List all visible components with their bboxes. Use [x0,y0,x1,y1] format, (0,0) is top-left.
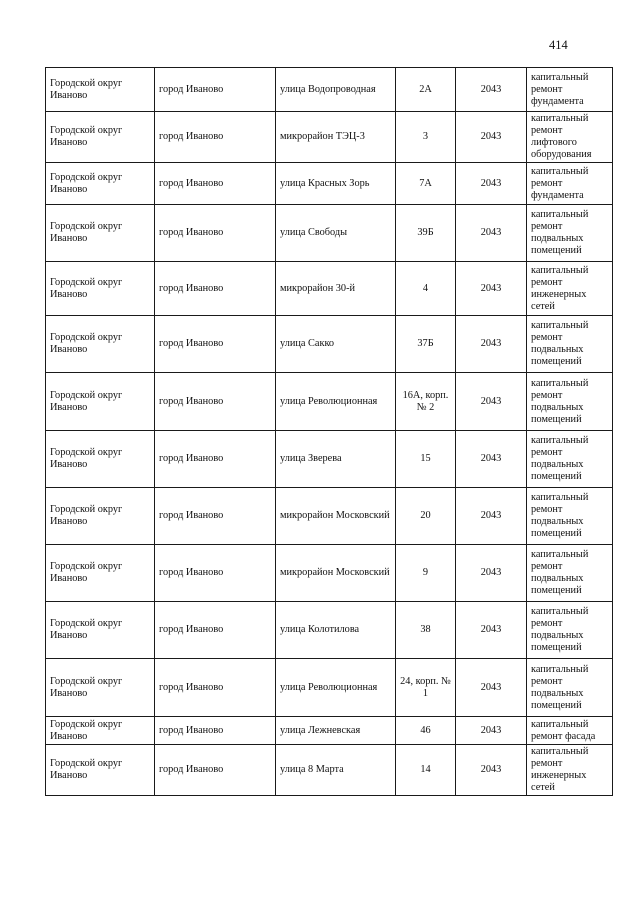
street-cell: улица Лежневская [276,717,396,745]
table-row [46,431,613,488]
district-cell: Городской округ Иваново [46,545,155,602]
table-row [46,112,613,163]
district-cell: Городской округ Иваново [46,659,155,717]
street-cell: улица Революционная [276,659,396,717]
table-row [46,545,613,602]
city-cell: город Иваново [155,659,276,717]
district-cell: Городской округ Иваново [46,745,155,796]
year-cell: 2043 [456,745,527,796]
city-cell: город Иваново [155,112,276,163]
work-type-cell: капитальный ремонт лифтового оборудования [527,112,613,163]
city-cell: город Иваново [155,205,276,262]
district-cell: Городской округ Иваново [46,717,155,745]
house-cell: 7А [396,163,456,205]
table-row [46,745,613,796]
house-cell: 38 [396,602,456,659]
year-cell: 2043 [456,316,527,373]
table-row [46,602,613,659]
house-cell: 15 [396,431,456,488]
street-cell: микрорайон Московский [276,545,396,602]
year-cell: 2043 [456,602,527,659]
street-cell: микрорайон ТЭЦ-3 [276,112,396,163]
district-cell: Городской округ Иваново [46,373,155,431]
street-cell: улица Красных Зорь [276,163,396,205]
work-type-cell: капитальный ремонт фундамента [527,163,613,205]
year-cell: 2043 [456,163,527,205]
house-cell: 14 [396,745,456,796]
city-cell: город Иваново [155,373,276,431]
city-cell: город Иваново [155,717,276,745]
city-cell: город Иваново [155,431,276,488]
city-cell: город Иваново [155,163,276,205]
year-cell: 2043 [456,431,527,488]
table-row [46,205,613,262]
work-type-cell: капитальный ремонт подвальных помещений [527,659,613,717]
house-cell: 4 [396,262,456,316]
street-cell: улица Водопроводная [276,68,396,112]
house-cell: 37Б [396,316,456,373]
district-cell: Городской округ Иваново [46,602,155,659]
city-cell: город Иваново [155,68,276,112]
work-type-cell: капитальный ремонт подвальных помещений [527,545,613,602]
city-cell: город Иваново [155,316,276,373]
page-number: 414 [549,38,568,52]
street-cell: микрорайон Московский [276,488,396,545]
repair-schedule-table [45,67,613,796]
street-cell: улица Колотилова [276,602,396,659]
year-cell: 2043 [456,68,527,112]
street-cell: улица Сакко [276,316,396,373]
work-type-cell: капитальный ремонт инженерных сетей [527,262,613,316]
work-type-cell: капитальный ремонт подвальных помещений [527,205,613,262]
work-type-cell: капитальный ремонт фасада [527,717,613,745]
year-cell: 2043 [456,545,527,602]
district-cell: Городской округ Иваново [46,316,155,373]
city-cell: город Иваново [155,602,276,659]
table-row [46,262,613,316]
city-cell: город Иваново [155,745,276,796]
district-cell: Городской округ Иваново [46,112,155,163]
street-cell: улица Революционная [276,373,396,431]
street-cell: улица Свободы [276,205,396,262]
year-cell: 2043 [456,112,527,163]
year-cell: 2043 [456,488,527,545]
city-cell: город Иваново [155,545,276,602]
house-cell: 16А, корп. № 2 [396,373,456,431]
district-cell: Городской округ Иваново [46,262,155,316]
work-type-cell: капитальный ремонт фундамента [527,68,613,112]
house-cell: 20 [396,488,456,545]
year-cell: 2043 [456,659,527,717]
table-row [46,488,613,545]
year-cell: 2043 [456,205,527,262]
work-type-cell: капитальный ремонт подвальных помещений [527,602,613,659]
house-cell: 46 [396,717,456,745]
year-cell: 2043 [456,262,527,316]
table-row [46,659,613,717]
table-row [46,373,613,431]
work-type-cell: капитальный ремонт подвальных помещений [527,488,613,545]
house-cell: 2А [396,68,456,112]
street-cell: улица Зверева [276,431,396,488]
year-cell: 2043 [456,373,527,431]
house-cell: 24, корп. № 1 [396,659,456,717]
table-row [46,316,613,373]
city-cell: город Иваново [155,488,276,545]
district-cell: Городской округ Иваново [46,488,155,545]
street-cell: микрорайон 30-й [276,262,396,316]
house-cell: 3 [396,112,456,163]
work-type-cell: капитальный ремонт подвальных помещений [527,431,613,488]
city-cell: город Иваново [155,262,276,316]
district-cell: Городской округ Иваново [46,205,155,262]
house-cell: 39Б [396,205,456,262]
district-cell: Городской округ Иваново [46,431,155,488]
work-type-cell: капитальный ремонт подвальных помещений [527,316,613,373]
table-row [46,68,613,112]
district-cell: Городской округ Иваново [46,163,155,205]
work-type-cell: капитальный ремонт инженерных сетей [527,745,613,796]
table-row [46,717,613,745]
year-cell: 2043 [456,717,527,745]
work-type-cell: капитальный ремонт подвальных помещений [527,373,613,431]
house-cell: 9 [396,545,456,602]
district-cell: Городской округ Иваново [46,68,155,112]
table-row [46,163,613,205]
street-cell: улица 8 Марта [276,745,396,796]
